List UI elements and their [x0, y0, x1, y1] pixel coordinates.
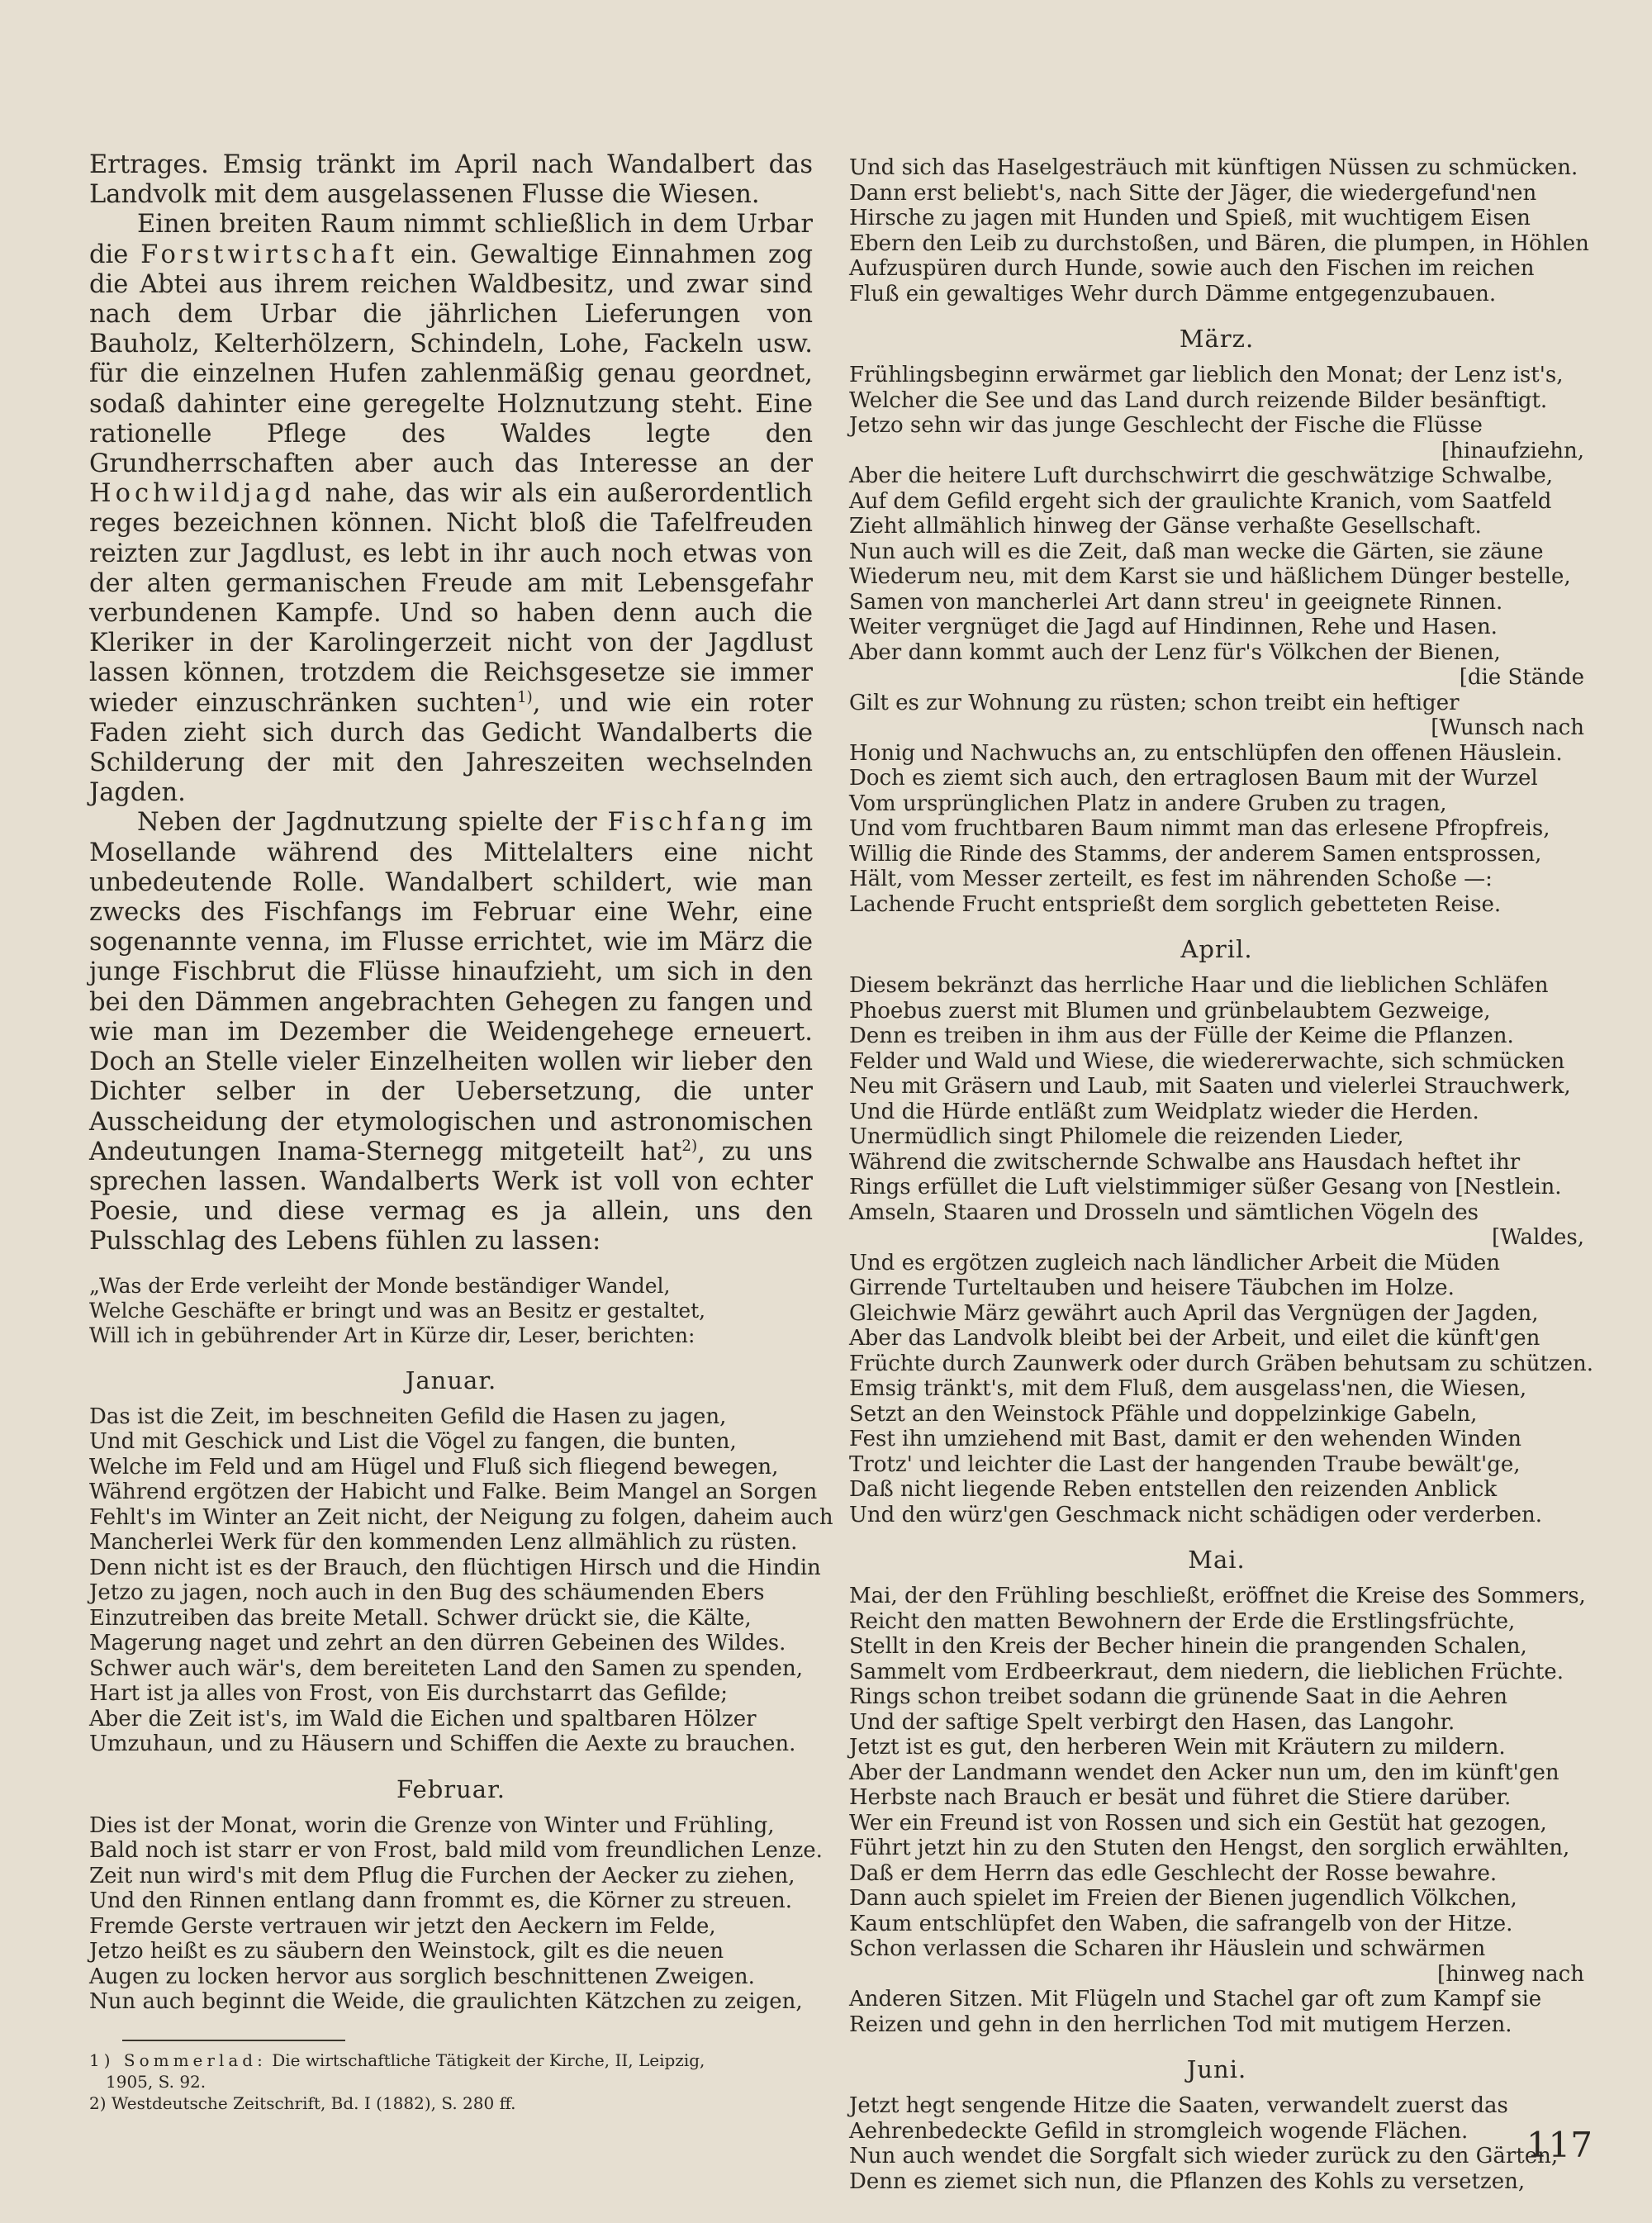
- verse-line: Rings erfüllet die Luft vielstimmiger süßer Gesang von [Nestlein.: [849, 1175, 1562, 1199]
- verse-line: Felder und Wald und Wiese, die wiedererwachte, sich schmücken: [849, 1048, 1565, 1074]
- verse-line: Phoebus zuerst mit Blumen und grünbelaubtem Gezweige,: [849, 998, 1491, 1024]
- paragraph-2-text-c: ein. Gewaltige Einnahmen zog die Abtei aus ihrem reichen Waldbesitz, und zwar sind nach dem Urbar die jährlichen Lieferungen von Bauholz, Kelterhölzern, Schindeln, Lohe, Fackeln usw. für die einzelnen Hufen zahlenmäßig genau geordnet, sodaß dahinter eine geregelte Holznutzung steht. Eine rationelle Pflege des Waldes legte den Grundherrschaften aber auch das Interesse an der: [89, 240, 814, 479]
- verse-februar-continued: [849, 155, 1589, 306]
- verse-line: Fehlt's im Winter an Zeit nicht, der Neigung zu folgen, daheim auch: [89, 1504, 833, 1530]
- verse-januar: [89, 1404, 833, 1757]
- verse-line: Stellt in den Kreis der Becher hinein die prangenden Schalen,: [849, 1634, 1527, 1659]
- verse-line: Aehrenbedeckte Gefild in stromgleich wogende Flächen.: [849, 2118, 1469, 2144]
- month-heading-juni: Juni.: [1186, 2055, 1247, 2083]
- verse-line: [Waldes,: [1491, 1225, 1584, 1250]
- verse-line: Samen von mancherlei Art dann streu' in geeignete Rinnen.: [849, 589, 1503, 615]
- paragraph-2-text-a: Einen breiten Raum nimmt schließlich in dem Urbar die: [89, 210, 813, 269]
- verse-line: Aber die Zeit ist's, im Wald die Eichen und spaltbaren Hölzer: [89, 1706, 757, 1731]
- footnote-ref-1: 1): [516, 688, 533, 706]
- verse-line: Denn nicht ist es der Brauch, den flüchtigen Hirsch und die Hindin: [89, 1555, 821, 1580]
- verse-line: Wiederum neu, mit dem Karst sie und häßlichem Dünger bestelle,: [849, 564, 1571, 589]
- month-heading-maerz: März.: [1179, 325, 1255, 353]
- verse-line: Girrende Turteltauben und heisere Täubchen im Holze.: [849, 1275, 1455, 1300]
- footnote-1: [89, 2050, 813, 2071]
- verse-line: Während die zwitschernde Schwalbe ans Hausdach heftet ihr: [849, 1149, 1521, 1175]
- verse-line: Aber dann kommt auch der Lenz für's Völkchen der Bienen,: [849, 639, 1501, 665]
- verse-line: Lachende Frucht entsprießt dem sorglich gebetteten Reise.: [849, 891, 1502, 917]
- verse-line: Welche Geschäfte er bringt und was an Besitz er gestaltet,: [89, 1298, 706, 1323]
- verse-line: Und die Hürde entläßt zum Weidplatz wieder die Herden.: [849, 1099, 1479, 1124]
- verse-line: Mai, der den Frühling beschließt, eröffnet die Kreise des Sommers,: [849, 1584, 1586, 1608]
- paragraph-3-text-f: , zu uns sprechen lassen. Wandalberts Werk ist voll von echter Poesie, und diese vermag es ja allein, uns den Pulsschlag des Lebens fühlen zu lassen:: [89, 1137, 813, 1256]
- verse-line: [die Stände: [1459, 665, 1584, 690]
- prose-section: [89, 150, 813, 1257]
- verse-line: Jetzo zu jagen, noch auch in den Bug des schäumenden Ebers: [89, 1580, 765, 1606]
- verse-line: Reicht den matten Bewohnern der Erde die Erstlingsfrüchte,: [849, 1608, 1516, 1634]
- paragraph-2: [89, 210, 813, 808]
- verse-line: Frühlingsbeginn erwärmet gar lieblich den Monat; der Lenz ist's,: [849, 363, 1564, 387]
- verse-line: Welcher die See und das Land durch reizende Bilder besänftigt.: [849, 387, 1548, 413]
- left-column: [89, 150, 833, 2114]
- month-heading-april: April.: [1180, 935, 1253, 963]
- verse-line: Doch es ziemt sich auch, den ertraglosen Baum mit der Wurzel: [849, 766, 1538, 791]
- verse-line: Einzutreiben das breite Metall. Schwer drückt sie, die Kälte,: [89, 1605, 752, 1631]
- verse-line: Aufzuspüren durch Hunde, sowie auch den Fischen im reichen: [849, 256, 1535, 281]
- verse-line: Dies ist der Monat, worin die Grenze von Winter und Frühling,: [89, 1812, 775, 1838]
- verse-line: Sammelt vom Erdbeerkraut, dem niedern, die lieblichen Früchte.: [849, 1659, 1564, 1684]
- month-heading-mai: Mai.: [1188, 1546, 1246, 1574]
- verse-line: Gleichwie März gewährt auch April das Vergnügen der Jagden,: [849, 1300, 1539, 1326]
- paragraph-3-text-c: im Mosellande während des Mittelalters eine nicht unbedeutende Rolle. Wandalbert schildert, wie man zwecks des Fischfangs im Februar eine Wehr, eine sogenannte venna, im Flusse errichtet, wie im März die junge Fischbrut die Flüsse hinaufzieht, um sich in den bei den Dämmen angebrachten Gehegen zu fangen und wie man im Dezember die Weidengehege erneuert. Doch an Stelle vieler Einzelheiten wollen wir lieber den Dichter selber in der Uebersetzung, die unter Ausscheidung der etymologischen und astronomischen Andeutungen Inama-Sternegg mitgeteilt hat: [89, 808, 813, 1166]
- paragraph-2-text-e: nahe, das wir als ein außerordentlich reges bezeichnen können. Nicht bloß die Tafelfreuden reizten zur Jagdlust, es lebt in ihr auch noch etwas von der alten germanischen Freude am mit Lebensgefahr verbundenen Kampfe. Und so haben denn auch die Kleriker in der Karolingerzeit nicht von der Jagdlust lassen können, trotzdem die Reichsgesetze sie immer wieder einzuschränken suchten: [89, 479, 813, 718]
- verse-juni: [849, 2093, 1584, 2194]
- footnote-divider: [122, 2040, 345, 2041]
- verse-line: Jetzt hegt sengende Hitze die Saaten, verwandelt zuerst das: [849, 2093, 1508, 2118]
- verse-line: Führt jetzt hin zu den Stuten den Hengst, den sorglich erwählten,: [849, 1836, 1570, 1860]
- verse-line: „Was der Erde verleiht der Monde beständiger Wandel,: [89, 1273, 671, 1298]
- verse-line: Daß er dem Herrn das edle Geschlecht der Rosse bewahre.: [849, 1860, 1498, 1886]
- month-heading-januar: Januar.: [405, 1366, 497, 1394]
- verse-line: Auf dem Gefild ergeht sich der graulichte Kranich, vom Saatfeld: [849, 488, 1552, 514]
- paragraph-3: [89, 808, 813, 1256]
- verse-line: Jetzo sehn wir das junge Geschlecht der Fische die Flüsse: [849, 413, 1483, 438]
- footnote-1-text: Die wirtschaftliche Tätigkeit der Kirche, II, Leipzig,: [272, 2050, 705, 2070]
- verse-line: Will ich in gebührender Art in Kürze dir, Leser, berichten:: [89, 1323, 695, 1347]
- verse-line: Fest ihn umziehend mit Bast, damit er den wehenden Winden: [849, 1427, 1521, 1451]
- verse-line: Anderen Sitzen. Mit Flügeln und Stachel gar oft zum Kampf sie: [849, 1987, 1542, 2012]
- verse-line: Denn es ziemet sich nun, die Pflanzen des Kohls zu versetzen,: [849, 2168, 1526, 2194]
- verse-line: Rings schon treibet sodann die grünende Saat in die Aehren: [849, 1684, 1507, 1709]
- verse-line: Augen zu locken hervor aus sorglich beschnittenen Zweigen.: [89, 1964, 755, 1989]
- verse-line: Diesem bekränzt das herrliche Haar und die lieblichen Schläfen: [849, 973, 1549, 998]
- verse-line: Zieht allmählich hinweg der Gänse verhaßte Gesellschaft.: [849, 514, 1482, 539]
- verse-line: Jetzo heißt es zu säubern den Weinstock, gilt es die neuen: [89, 1939, 724, 1964]
- verse-line: Nun auch beginnt die Weide, die graulichten Kätzchen zu zeigen,: [89, 1989, 803, 2015]
- right-column: [849, 155, 1594, 2194]
- verse-line: Nun auch will es die Zeit, daß man wecke die Gärten, sie zäune: [849, 539, 1544, 564]
- footnote-1-cont: 1905, S. 92.: [106, 2071, 206, 2092]
- verse-maerz: [849, 363, 1584, 917]
- verse-line: Mancherlei Werk für den kommenden Lenz allmählich zu rüsten.: [89, 1530, 798, 1556]
- verse-line: Reizen und gehn in den herrlichen Tod mit mutigem Herzen.: [849, 2012, 1512, 2037]
- paragraph-3-text-a: Neben der Jagdnutzung spielte der: [137, 808, 608, 838]
- verse-line: Schon verlassen die Scharen ihr Häuslein und schwärmen: [849, 1936, 1486, 1961]
- verse-line: Gilt es zur Wohnung zu rüsten; schon treibt ein heftiger: [849, 690, 1460, 715]
- verse-line: Schwer auch wär's, dem bereiteten Land den Samen zu spenden,: [89, 1655, 803, 1681]
- paragraph-3-emph-fischfang: Fischfang: [607, 808, 771, 838]
- intro-verse: [89, 1274, 813, 1348]
- verse-februar: [89, 1812, 823, 2015]
- verse-line: Honig und Nachwuchs an, zu entschlüpfen den offenen Häuslein.: [849, 740, 1563, 766]
- verse-line: Bald noch ist starr er von Frost, bald mild vom freundlichen Lenze.: [89, 1838, 823, 1864]
- verse-line: Hält, vom Messer zerteilt, es fest im nährenden Schoße —:: [849, 867, 1493, 891]
- verse-line: Wer ein Freund ist von Rossen und sich ein Gestüt hat gezogen,: [849, 1810, 1547, 1836]
- paragraph-2-emph-hochwildjagd: Hochwildjagd: [89, 479, 316, 509]
- verse-line: Unermüdlich singt Philomele die reizenden Lieder,: [849, 1124, 1404, 1149]
- verse-line: Während ergötzen der Habicht und Falke. Beim Mangel an Sorgen: [89, 1480, 818, 1505]
- verse-line: Und den Rinnen entlang dann frommt es, die Körner zu streuen.: [89, 1888, 793, 1914]
- verse-line: Und der saftige Spelt verbirgt den Hasen, das Langohr.: [849, 1709, 1455, 1735]
- verse-line: Und es ergötzen zugleich nach ländlicher Arbeit die Müden: [849, 1250, 1500, 1275]
- paragraph-2-text-f: , und wie ein roter Faden zieht sich durch das Gedicht Wandalberts die Schilderung der mit den Jahreszeiten wechselnden Jagden.: [89, 688, 813, 808]
- verse-line: Hart ist ja alles von Frost, von Eis durchstarrt das Gefilde;: [89, 1681, 729, 1707]
- verse-line: Fluß ein gewaltiges Wehr durch Dämme entgegenzubauen.: [849, 281, 1497, 306]
- verse-line: Zeit nun wird's mit dem Pflug die Furchen der Aecker zu ziehen,: [89, 1863, 795, 1888]
- verse-line: Weiter vergnüget die Jagd auf Hindinnen, Rehe und Hasen.: [849, 615, 1498, 639]
- verse-line: Vom ursprünglichen Platz in andere Gruben zu tragen,: [849, 791, 1447, 816]
- verse-line: [hinweg nach: [1436, 1961, 1584, 1987]
- verse-april: [849, 973, 1594, 1527]
- verse-line: Herbste nach Brauch er besät und führet die Stiere darüber.: [849, 1785, 1512, 1810]
- verse-line: Aber das Landvolk bleibt bei der Arbeit, und eilet die künft'gen: [849, 1326, 1540, 1351]
- paragraph-1: Ertrages. Emsig tränkt im April nach Wandalbert das Landvolk mit dem ausgelassenen Flusse die Wiesen.: [89, 150, 813, 210]
- page-number: 117: [1526, 2125, 1593, 2165]
- verse-line: Jetzt ist es gut, den herberen Wein mit Kräutern zu mildern.: [849, 1735, 1506, 1760]
- verse-line: Und vom fruchtbaren Baum nimmt man das erlesene Pfropfreis,: [849, 816, 1550, 841]
- verse-mai: [849, 1584, 1584, 2037]
- verse-line: Und sich das Haselgesträuch mit künftigen Nüssen zu schmücken.: [849, 155, 1578, 180]
- verse-line: [hinaufziehn,: [1441, 438, 1584, 463]
- verse-line: Aber die heitere Luft durchschwirrt die geschwätzige Schwalbe,: [849, 463, 1554, 488]
- footnotes: [89, 2040, 813, 2114]
- verse-line: Dann erst beliebt's, nach Sitte der Jäger, die wiedergefund'nen: [849, 180, 1537, 206]
- verse-line: [Wunsch nach: [1431, 715, 1584, 740]
- footnote-ref-2: 2): [681, 1137, 698, 1155]
- verse-line: Daß nicht liegende Reben entstellen den reizenden Anblick: [849, 1477, 1498, 1502]
- verse-line: Welche im Feld und am Hügel und Fluß sich fliegend bewegen,: [89, 1454, 779, 1480]
- verse-line: Hirsche zu jagen mit Hunden und Spieß, mit wuchtigem Eisen: [849, 206, 1531, 230]
- footnote-2: 2) Westdeutsche Zeitschrift, Bd. I (1882), S. 280 ff.: [89, 2092, 516, 2113]
- verse-line: Nun auch wendet die Sorgfalt sich wieder zurück zu den Gärten,: [849, 2144, 1559, 2168]
- verse-line: Und den würz'gen Geschmack nicht schädigen oder verderben.: [849, 1502, 1543, 1527]
- verse-line: Ebern den Leib zu durchstoßen, und Bären, die plumpen, in Höhlen: [849, 230, 1589, 256]
- verse-line: Willig die Rinde des Stamms, der anderem Samen entsprossen,: [849, 841, 1542, 867]
- verse-line: Amseln, Staaren und Drosseln und sämtlichen Vögeln des: [849, 1199, 1479, 1225]
- verse-line: Aber der Landmann wendet den Acker nun um, den im künft'gen: [849, 1760, 1559, 1785]
- verse-line: Kaum entschlüpfet den Waben, die safrangelb von der Hitze.: [849, 1911, 1513, 1936]
- verse-line: Trotz' und leichter die Last der hangenden Traube bewält'ge,: [849, 1451, 1521, 1477]
- verse-line: Das ist die Zeit, im beschneiten Gefild die Hasen zu jagen,: [89, 1404, 727, 1429]
- verse-line: Setzt an den Weinstock Pfähle und doppelzinkige Gabeln,: [849, 1401, 1478, 1427]
- verse-line: Denn es treiben in ihm aus der Fülle der Keime die Pflanzen.: [849, 1024, 1514, 1048]
- verse-line: Umzuhaun, und zu Häusern und Schiffen die Aexte zu brauchen.: [89, 1731, 796, 1757]
- verse-line: Früchte durch Zaunwerk oder durch Gräben behutsam zu schützen.: [849, 1351, 1594, 1376]
- footnote-1-author: 1) Sommerlad:: [89, 2050, 267, 2070]
- verse-line: Fremde Gerste vertrauen wir jetzt den Aeckern im Felde,: [89, 1913, 716, 1939]
- verse-line: Magerung naget und zehrt an den dürren Gebeinen des Wildes.: [89, 1631, 786, 1656]
- month-heading-februar: Februar.: [396, 1774, 506, 1803]
- verse-line: Neu mit Gräsern und Laub, mit Saaten und vielerlei Strauchwerk,: [849, 1074, 1571, 1099]
- verse-line: Und mit Geschick und List die Vögel zu fangen, die bunten,: [89, 1429, 737, 1455]
- verse-line: Emsig tränkt's, mit dem Fluß, dem ausgelass'nen, die Wiesen,: [849, 1376, 1527, 1401]
- paragraph-2-emph-forstwirtschaft: Forstwirtschaft: [140, 240, 399, 269]
- verse-line: Dann auch spielet im Freien der Bienen jugendlich Völkchen,: [849, 1886, 1517, 1911]
